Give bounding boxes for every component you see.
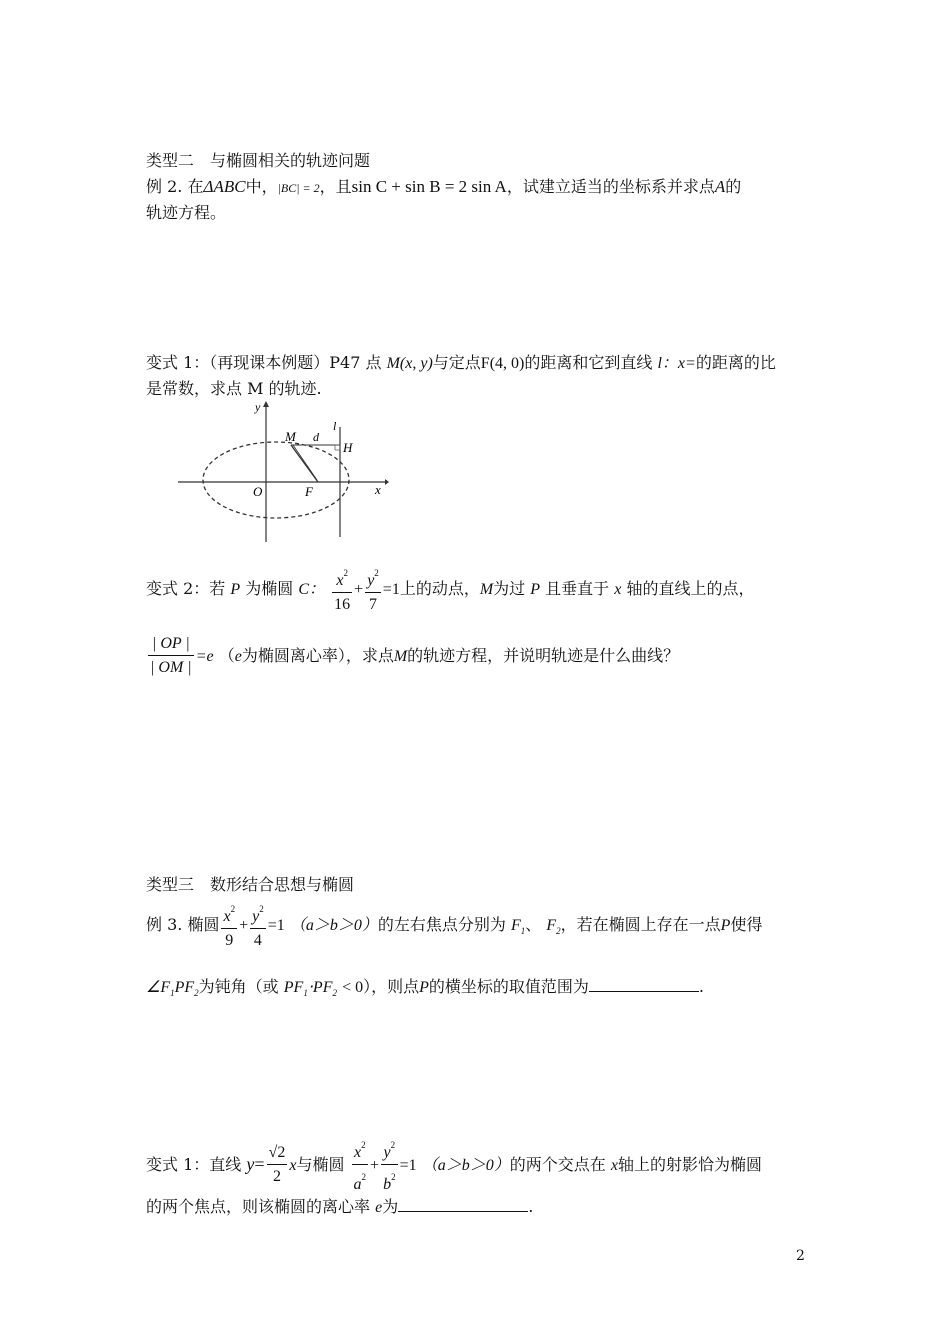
fraction-y2-over-4: $\frac{y^2}{4}$ <box>250 898 266 953</box>
fraction-sqrt2-over-2: $\frac{√2}{2}$ <box>267 1142 288 1189</box>
example-3-line1: 例 3. 椭圆 $\frac{x^2}{9}$ + $\frac{y^2}{4}$ =1 （a＞b＞0）的左右焦点分别为 $F_1$、 $F_2$，若在椭圆上存在一点P使得 <box>146 898 762 956</box>
angle-f1pf2: $\angle F_1PF_2$ <box>146 979 199 998</box>
focal-segment-shadow <box>293 445 317 480</box>
variant-1b-line1: 变式 1：直线 y= $\frac{√2}{2}$ x与椭圆 $\frac{x^2}{a^2}$ + $\frac{y^2}{b^2}$ =1 （a＞b＞0）的两个交点在 x轴上的射影恰为椭圆 <box>146 1134 762 1197</box>
page-number: 2 <box>796 1248 805 1264</box>
section-heading-type2: 类型二 与椭圆相关的轨迹问题 <box>146 151 371 170</box>
example-2-line1: 例 2. 在ΔABC中，|BC| = 2，且sin C + sin B = 2 sin A，试建立适当的坐标系并求点A的 <box>146 177 742 196</box>
focal-segment-mf <box>291 445 318 482</box>
d-label: d <box>313 430 319 444</box>
answer-blank-ex3[interactable] <box>589 977 699 992</box>
fraction-x2-over-9: $\frac{x^2}{9}$ <box>221 898 237 953</box>
directrix-label: l <box>333 419 337 433</box>
y-axis-arrow <box>263 401 269 407</box>
variant-1-line2: 是常数，求点 M 的轨迹. <box>146 379 322 398</box>
variant-2-line2: $\frac{| OP |}{| OM |}$ =e （e为椭圆离心率），求点M的轨迹方程，并说明轨迹是什么曲线？ <box>146 632 679 681</box>
fraction-y2-over-7: $\frac{y^2}{7}$ <box>365 562 381 617</box>
point-m-label: M <box>285 429 296 444</box>
focus-label: F <box>305 484 313 499</box>
variant-1-line1: 变式 1：（再现课本例题）P47 点 M(x, y)与定点F(4, 0)的距离和它到直线 l：x=的距离的比 <box>146 353 776 372</box>
example-3-line2: $\angle F_1PF_2$为钝角（或 $PF_1\cdot PF_2 < 0$），则点P的横坐标的取值范围为 . <box>146 977 704 998</box>
focus-f2: $F_2$ <box>546 917 561 936</box>
answer-blank-eccentricity[interactable] <box>398 1197 528 1212</box>
focus-f1: $F_1$ <box>510 917 526 936</box>
x-label: x <box>375 482 381 497</box>
ellipse-curve <box>203 442 349 518</box>
origin-label: O <box>253 484 263 499</box>
point-h-label: H <box>343 440 353 455</box>
right-angle-mark <box>335 445 340 450</box>
variant-1b-line2: 的两个焦点，则该椭圆的离心率 e为 . <box>146 1197 534 1216</box>
example-2-line2: 轨迹方程。 <box>146 203 227 222</box>
variant-2-line1: 变式 2：若 P 为椭圆 C： $\frac{x^2}{16}$ + $\frac{y^2}{7}$ =1上的动点，M为过 P 且垂直于 x 轴的直线上的点， <box>146 562 754 617</box>
x-axis-arrow <box>385 479 389 485</box>
fraction-y2-over-b2: $\frac{y^2}{b^2}$ <box>381 1134 398 1197</box>
fraction-x2-over-16: $\frac{x^2}{16}$ <box>332 562 352 617</box>
ellipse-figure <box>175 397 390 547</box>
section-heading-type3: 类型三 数形结合思想与椭圆 <box>146 875 355 894</box>
dot-product: $PF_1\cdot PF_2$ <box>283 979 337 998</box>
fraction-op-over-om: $\frac{| OP |}{| OM |}$ <box>148 633 194 680</box>
y-label: y <box>255 400 261 414</box>
fraction-x2-over-a2: $\frac{x^2}{a^2}$ <box>352 1134 369 1197</box>
